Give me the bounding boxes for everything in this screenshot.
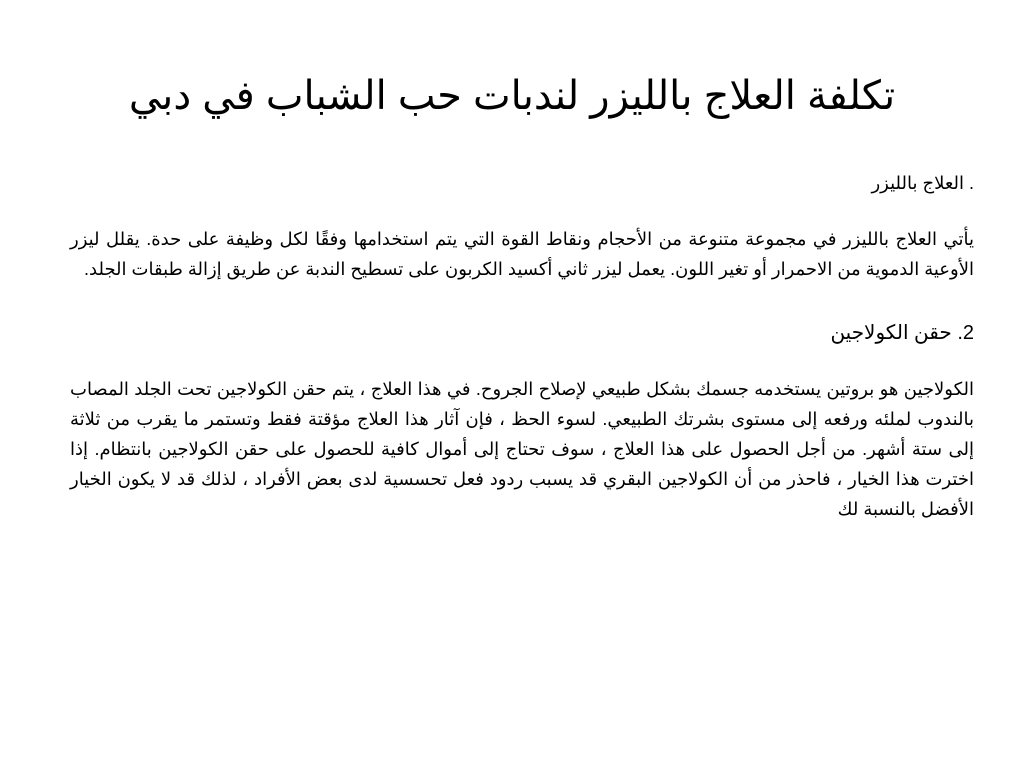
section-2-paragraph: الكولاجين هو بروتين يستخدمه جسمك بشكل طبيعي لإصلاح الجروح. في هذا العلاج ، يتم حقن الكولاجين تحت الجلد المصاب بالندوب لملئه ورفعه إلى مستوى بشرتك الطبيعي. لسوء الحظ ، فإن آثار هذا العلاج مؤقتة فقط وتستمر ما يقرب من ثلاثة إلى ستة أشهر. من أجل الحصول على هذا العلاج ، سوف تحتاج إلى أموال كافية للحصول على حقن الكولاجين بانتظام. إذا اخترت هذا الخيار ، فاحذر من أن الكولاجين البقري قد يسبب ردود فعل تحسسية لدى بعض الأفراد ، لذلك قد لا يكون الخيار الأفضل بالنسبة لك <box>70 379 975 519</box>
section-2-heading: 2. حقن الكولاجين <box>830 322 974 344</box>
section-1-paragraph: يأتي العلاج بالليزر في مجموعة متنوعة من الأحجام ونقاط القوة التي يتم استخدامها وفقًا لكل وظيفة على حدة. يقلل ليزر الأوعية الدموية من الاحمرار أو تغير اللون. يعمل ليزر ثاني أكسيد الكربون على تسطيح الندبة عن طريق إزالة طبقات الجلد. <box>70 229 974 279</box>
section-1-heading: . العلاج بالليزر <box>871 173 974 193</box>
slide-body <box>70 168 974 524</box>
slide-title: تكلفة العلاج بالليزر لندبات حب الشباب في دبي <box>128 74 896 118</box>
